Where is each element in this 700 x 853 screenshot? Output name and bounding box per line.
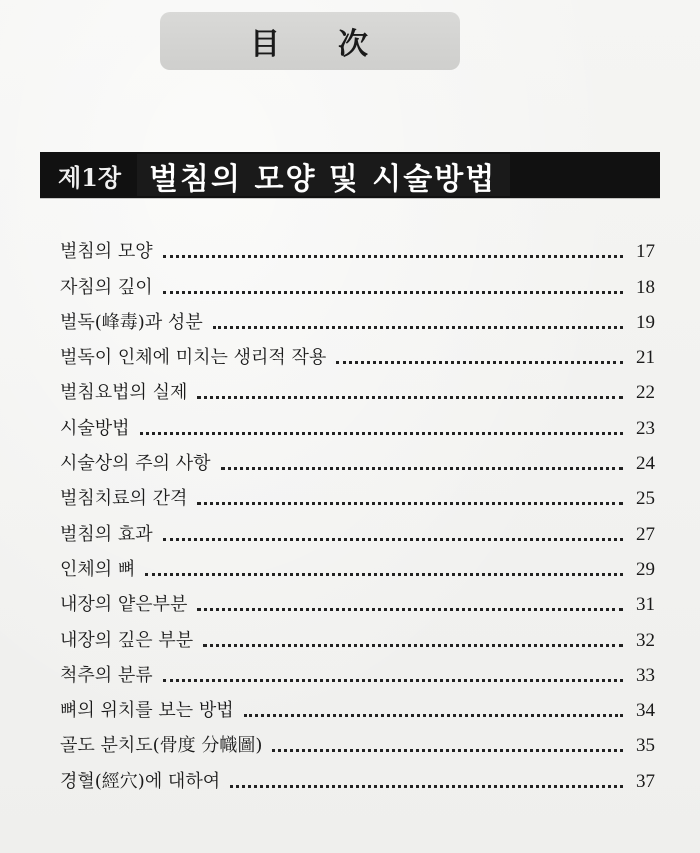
toc-leader-dots (336, 361, 623, 364)
toc-leader-dots (203, 644, 623, 647)
toc-item-page: 34 (636, 700, 655, 722)
toc-leader-dots (197, 396, 623, 399)
toc-item-page: 22 (636, 382, 655, 404)
page-title-left: 目 (250, 27, 282, 62)
toc-item-title: 벌침의 효과 (60, 523, 153, 545)
toc-item[interactable] (60, 757, 655, 792)
toc-item-page: 32 (636, 629, 655, 651)
toc-item[interactable] (60, 228, 655, 263)
page-title (160, 16, 460, 66)
toc-item[interactable] (60, 334, 655, 369)
toc-item-page: 21 (636, 347, 655, 369)
toc-item[interactable] (60, 722, 655, 757)
toc-item-title: 골도 분치도(骨度 分幟圖) (60, 735, 263, 757)
toc-leader-dots (230, 785, 623, 788)
toc-item-title: 내장의 깊은 부분 (60, 629, 194, 651)
toc-item-page: 17 (636, 241, 655, 263)
toc-item[interactable] (60, 404, 655, 439)
toc-leader-dots (163, 538, 623, 541)
toc-item-title: 자침의 깊이 (60, 276, 153, 298)
toc-item-page: 23 (636, 417, 655, 439)
toc-leader-dots (244, 714, 623, 717)
toc-leader-dots (221, 467, 623, 470)
toc-item-title: 척추의 분류 (60, 664, 153, 686)
toc-item-title: 내장의 얕은부분 (60, 594, 188, 616)
toc-item-page: 27 (636, 523, 655, 545)
toc-item-page: 24 (636, 453, 655, 475)
toc-leader-dots (197, 608, 623, 611)
toc-item-page: 18 (636, 276, 655, 298)
table-of-contents (60, 228, 655, 793)
toc-item-title: 경혈(經穴)에 대하여 (60, 770, 221, 792)
toc-leader-dots (163, 291, 623, 294)
toc-item[interactable] (60, 369, 655, 404)
toc-item-title: 벌침요법의 실제 (60, 382, 188, 404)
toc-item-title: 벌독이 인체에 미치는 생리적 작용 (60, 347, 327, 369)
toc-item[interactable] (60, 616, 655, 651)
toc-item-page: 25 (636, 488, 655, 510)
toc-item-title: 벌침의 모양 (60, 241, 153, 263)
toc-item-title: 뼈의 위치를 보는 방법 (60, 700, 234, 722)
toc-leader-dots (213, 326, 623, 329)
toc-item-page: 29 (636, 558, 655, 580)
toc-leader-dots (272, 749, 623, 752)
toc-leader-dots (140, 432, 623, 435)
toc-item-title: 벌독(峰毒)과 성분 (60, 311, 203, 333)
chapter-number: 제1장 (58, 162, 122, 192)
toc-item-page: 19 (636, 311, 655, 333)
toc-item[interactable] (60, 546, 655, 581)
toc-item[interactable] (60, 652, 655, 687)
toc-leader-dots (145, 573, 623, 576)
toc-item[interactable] (60, 581, 655, 616)
page-title-right: 次 (338, 27, 370, 62)
toc-leader-dots (163, 255, 623, 258)
toc-leader-dots (197, 502, 623, 505)
toc-item-page: 35 (636, 735, 655, 757)
chapter-title: 벌침의 모양 및 시술방법 (137, 154, 510, 196)
toc-item[interactable] (60, 687, 655, 722)
toc-item[interactable] (60, 299, 655, 334)
toc-leader-dots (163, 679, 623, 682)
toc-item-page: 33 (636, 664, 655, 686)
toc-item[interactable] (60, 263, 655, 298)
toc-item[interactable] (60, 475, 655, 510)
toc-item-page: 31 (636, 594, 655, 616)
chapter-header (40, 152, 660, 198)
toc-item-title: 시술방법 (60, 417, 130, 439)
toc-item[interactable] (60, 510, 655, 545)
toc-item-page: 37 (636, 770, 655, 792)
toc-item-title: 벌침치료의 간격 (60, 488, 188, 510)
toc-item-title: 인체의 뼈 (60, 558, 136, 580)
toc-item[interactable] (60, 440, 655, 475)
toc-item-title: 시술상의 주의 사항 (60, 453, 211, 475)
